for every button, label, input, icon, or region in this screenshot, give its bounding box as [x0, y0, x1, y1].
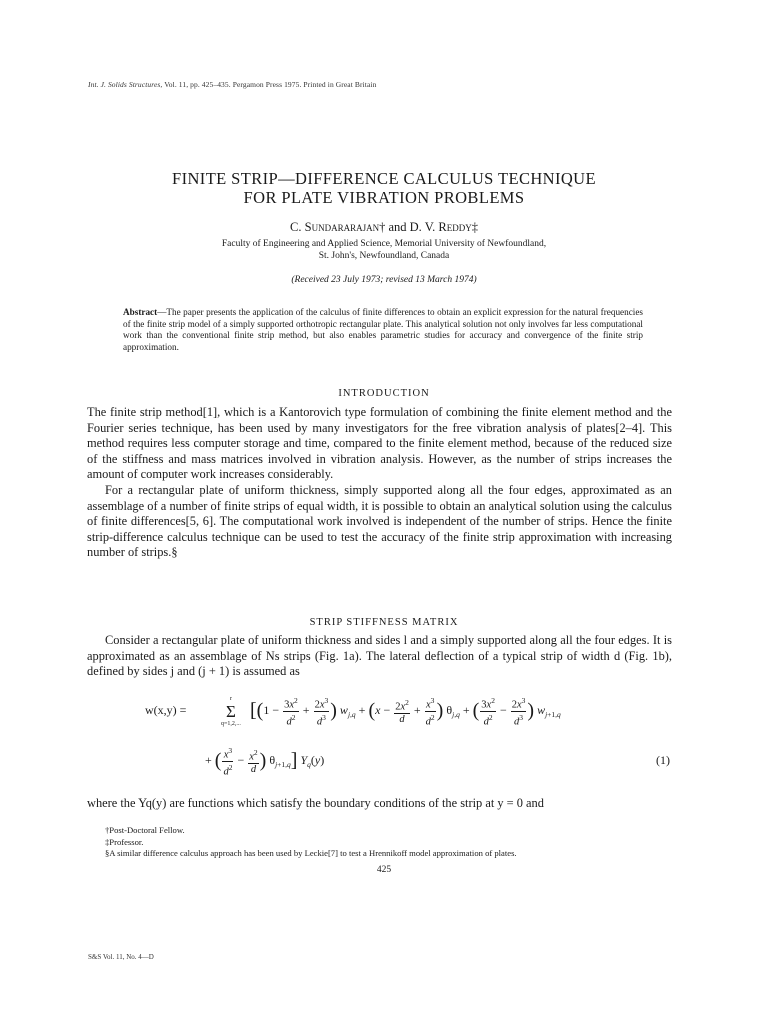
introduction-body — [87, 405, 672, 561]
intro-paragraph-1: The finite strip method[1], which is a Kantorovich type formulation of combining the finite element method and the Fourier series technique, has been used by many investigators for the free vibration analysis of plates[2–4]. This method requires less computer storage and time, compared to the finite element method, because of the reduced size of the stiffness and mass matrices involved in vibration analysis. However, as the number of strips increases the amount of computer work increases considerably. — [87, 405, 672, 482]
journal-name: Int. J. Solids Structures, — [88, 80, 163, 89]
running-head — [88, 80, 376, 89]
affiliation-line-1: Faculty of Engineering and Applied Science, Memorial University of Newfoundland, — [221, 239, 547, 249]
author-2-name: Reddy — [438, 220, 472, 234]
author-list — [0, 220, 768, 235]
paper-title — [0, 169, 768, 207]
footnote-3: §A similar difference calculus approach has been used by Leckie[7] to test a Hrennikoff model approximation of plates. — [105, 848, 517, 858]
author-1-name: Sundararajan — [304, 220, 380, 234]
author-1-mark: † — [379, 220, 386, 234]
equation-terms-1: [(1 − $\frac{3x^2}{d^2}$ + $\frac{2x^3}{d^3}$ ) $w_{j,q} + (x$ − $\frac{2x^2}{d}$ + $\frac{x^3}{d^2}$ ) $\theta_{j,q}$ + ( $\frac{3x^2}{d^2}$ − $\frac{2x^3}{d^3}$ ) $w_{j+1,q}$ — [250, 696, 561, 727]
author-2-initial: D. V. — [409, 220, 439, 234]
abstract — [123, 307, 643, 353]
equation-terms-2: + ( $\frac{x^3}{d^2}$ − $\frac{x^2}{d}$ ) $\theta_{j+1,q}$] $Y_q(y)$ — [205, 746, 325, 777]
bottom-note: S&S Vol. 11, No. 4—D — [88, 953, 154, 961]
after-equation-text: where the Yq(y) are functions which satisfy the boundary conditions of the strip at y = 0 and — [87, 796, 544, 810]
section-heading-strip-stiffness: STRIP STIFFNESS MATRIX — [309, 617, 459, 628]
footnotes — [105, 825, 517, 860]
author-2-mark: ‡ — [471, 220, 478, 234]
strip-paragraph-1: Consider a rectangular plate of uniform thickness and sides l and a simply supported along all the four edges. It is approximated as an assemblage of Ns strips (Fig. 1a). The lateral deflection of a typical strip of width d (Fig. 1b), defined by sides j and (j + 1) is assumed as — [87, 633, 672, 679]
intro-paragraph-2: For a rectangular plate of uniform thickness, simply supported along all the four edges, approximated as an assemblage of a number of finite strips of equal width, it is possible to obtain an analytical solution using the calculus of finite differences[5, 6]. The computational work involved is independent of the number of strips. Hence the finite strip-difference calculus technique can be used to test the accuracy of the finite strip approximation with increasing number of strips.§ — [87, 482, 672, 560]
author-conjunction: and — [385, 220, 410, 234]
title-line-2: FOR PLATE VIBRATION PROBLEMS — [243, 188, 525, 207]
title-line-1: FINITE STRIP—DIFFERENCE CALCULUS TECHNIQUE — [172, 169, 596, 188]
equation-lhs: w(x,y) = — [145, 703, 187, 717]
journal-citation: Vol. 11, pp. 425–435. Pergamon Press 1975. Printed in Great Britain — [164, 80, 377, 89]
abstract-label: Abstract — [123, 307, 158, 317]
equation-number: (1) — [656, 753, 670, 767]
footnote-2: ‡Professor. — [105, 836, 144, 847]
affiliation-line-2: St. John's, Newfoundland, Canada — [318, 251, 450, 261]
section-heading-introduction: INTRODUCTION — [338, 388, 430, 399]
author-1-initial: C. — [290, 220, 305, 234]
summation-symbol: r Σ q=1,2,... — [221, 696, 241, 727]
abstract-text: —The paper presents the application of the calculus of finite differences to obtain an explicit expression for the natural frequencies of the finite strip model of a simply supported orthotropic rectangular plate. This analytical solution not only involves far less computational work than the conventional finite strip method, but also enables parametric studies for accuracy and convergence of the finite strip approximation. — [123, 307, 643, 352]
strip-body — [87, 633, 672, 680]
footnote-1: †Post-Doctoral Fellow. — [105, 825, 185, 835]
affiliation — [0, 238, 768, 262]
received-dates: (Received 23 July 1973; revised 13 March 1974) — [291, 275, 477, 285]
page-number: 425 — [376, 865, 392, 875]
